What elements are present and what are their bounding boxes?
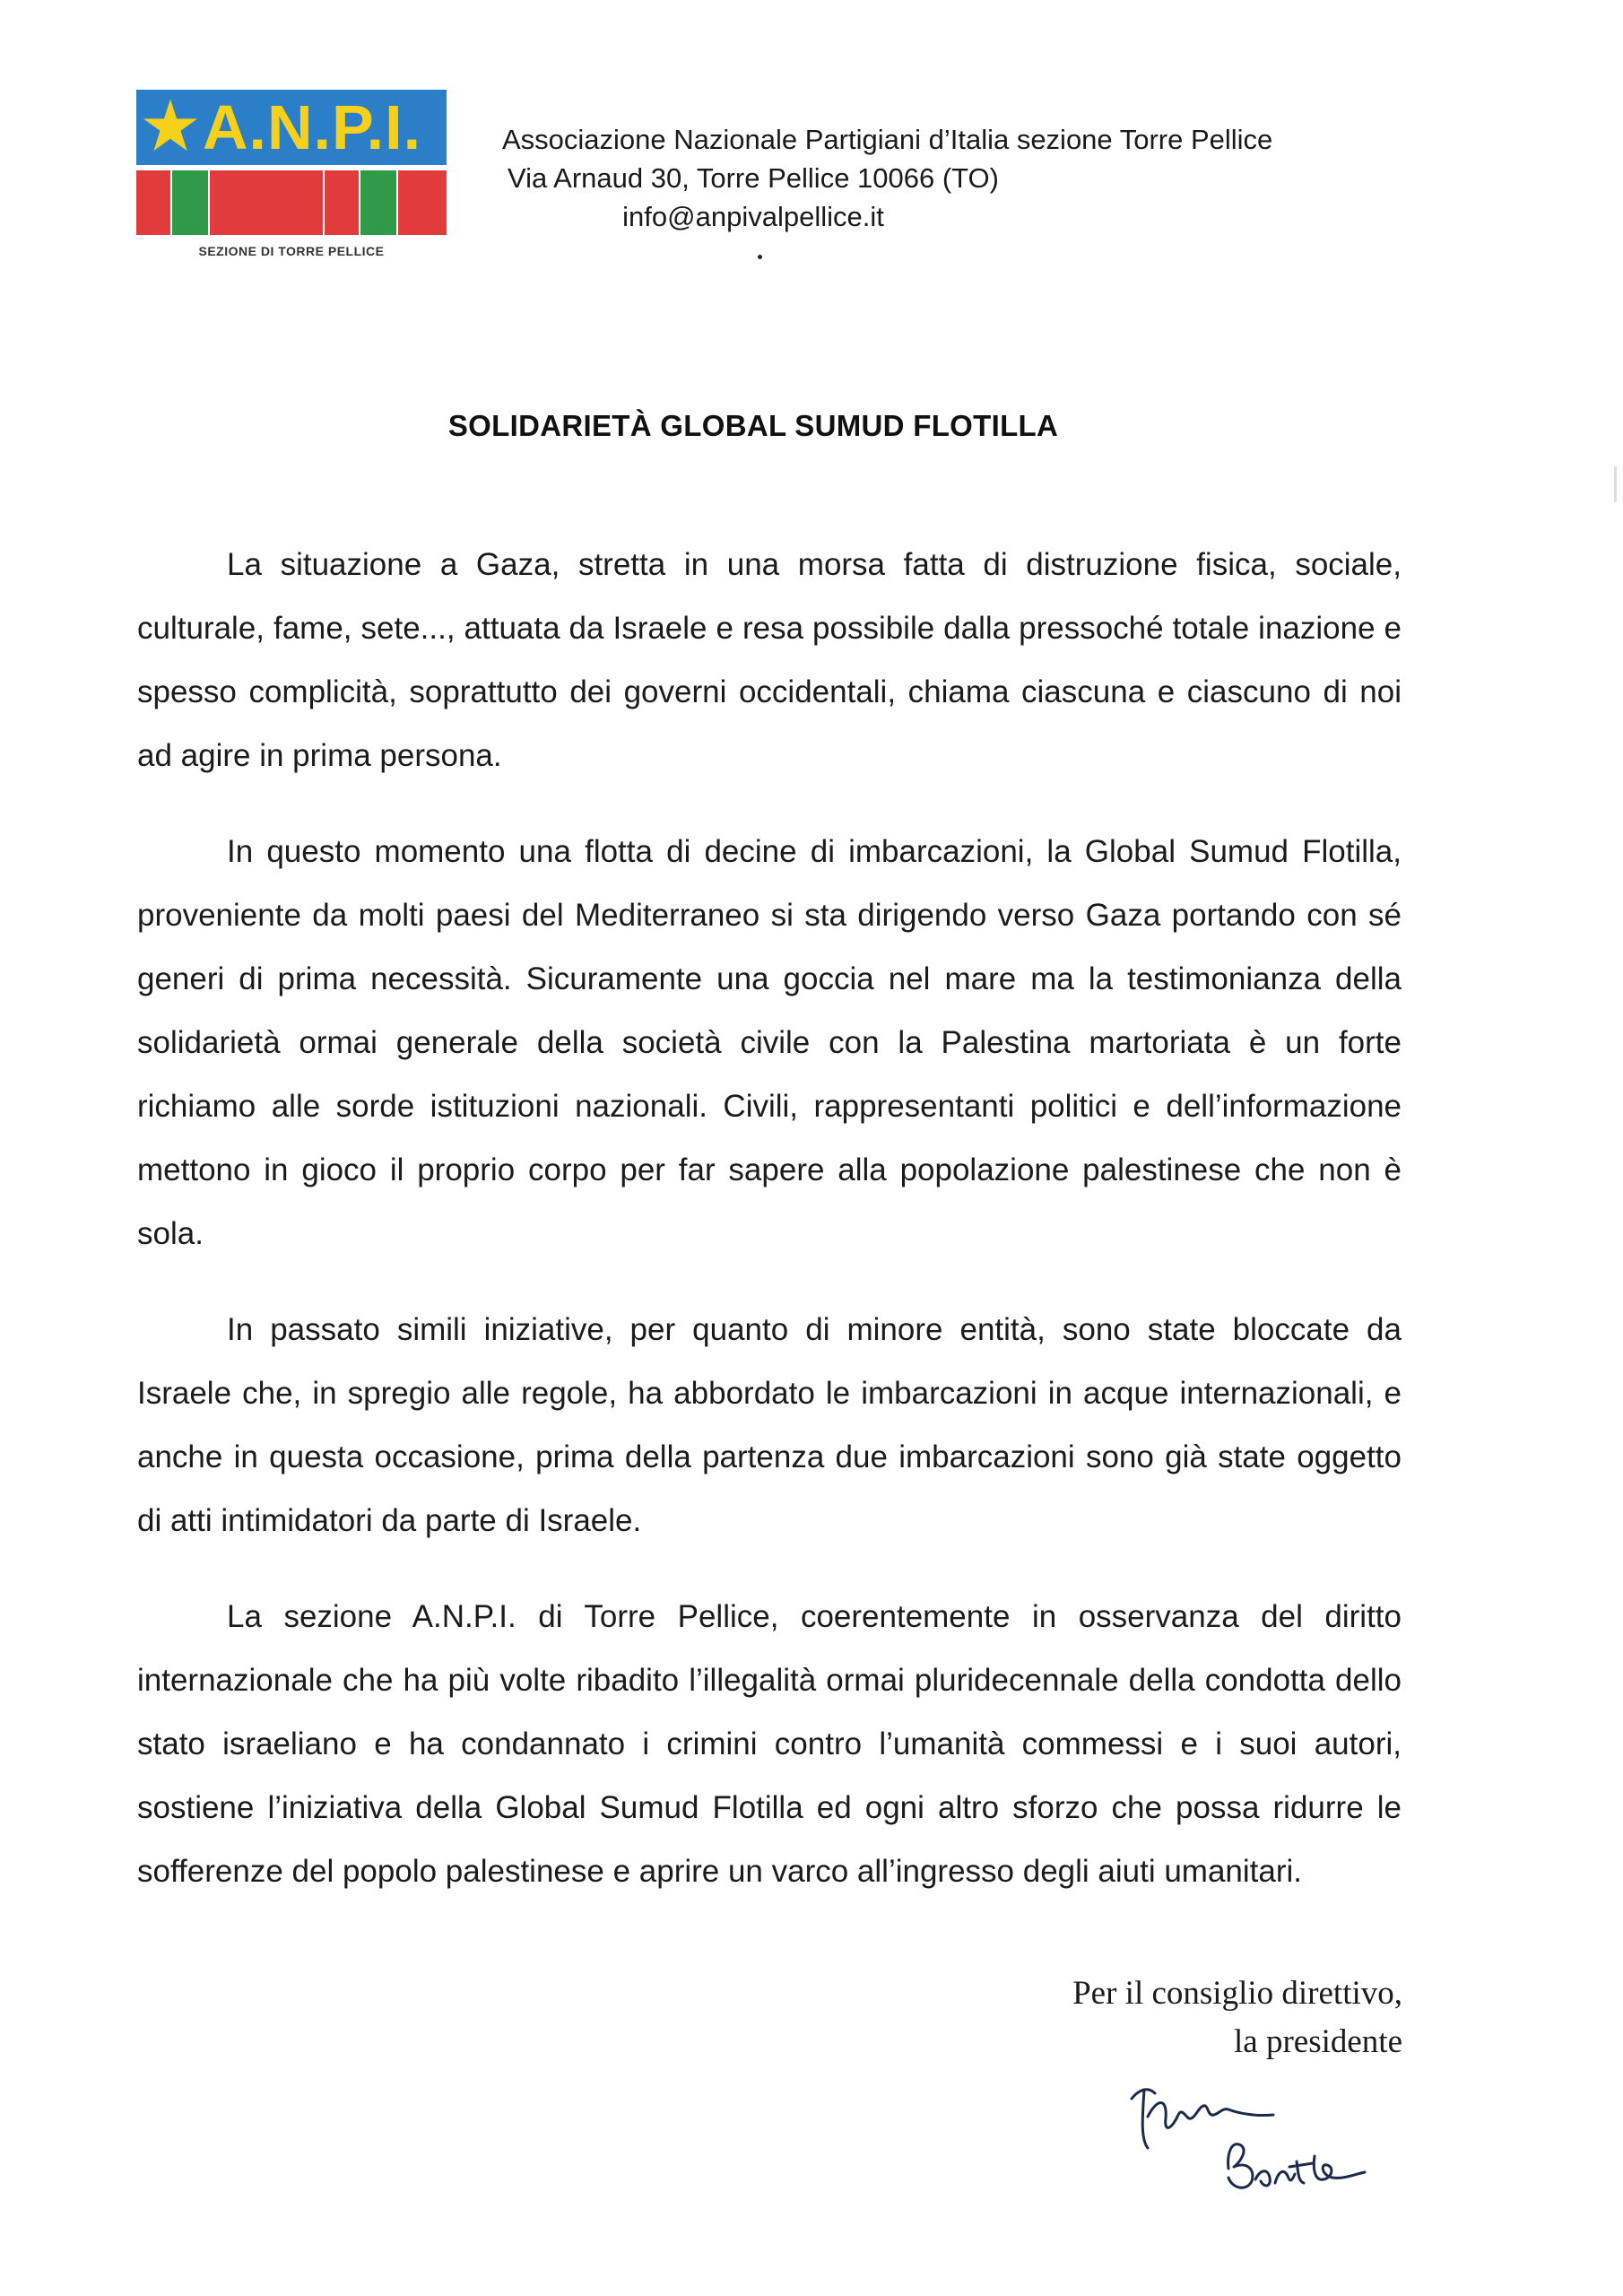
association-address: Via Arnaud 30, Torre Pellice 10066 (TO) — [508, 162, 999, 194]
closing-block — [1072, 1970, 1402, 2066]
paragraph-3: In passato simili iniziative, per quanto di minore entità, sono state bloccate da Israele che, in spregio alle regole, ha abbordato le imbarcazioni in acque internazionali, e anche in questa occasione, prima della partenza due imbarcazioni sono già state oggetto di atti intimidatori da parte di Israele. — [137, 1312, 1402, 1538]
logo-flag-stripes — [136, 165, 447, 235]
paragraph-2: In questo momento una flotta di decine di imbarcazioni, la Global Sumud Flotilla, proveniente da molti paesi del Mediterraneo si sta dirigendo verso Gaza portando con sé generi di prima necessità. Sicuramente una goccia nel mare ma la testimonianza della solidarietà ormai generale della società civile con la Palestina martoriata è un forte richiamo alle sorde istituzioni nazionali. Civili, rappresentanti politici e dell’informazione mettono in gioco il proprio corpo per far sapere alla popolazione palestinese che non è sola. — [137, 834, 1402, 1251]
star-icon — [142, 97, 199, 154]
association-name: Associazione Nazionale Partigiani d’Italia sezione Torre Pellice — [502, 124, 1273, 155]
paragraph-4: La sezione A.N.P.I. di Torre Pellice, coerentemente in osservanza del diritto internazionale che ha più volte ribadito l’illegalità ormai pluridecennale della condotta dello stato israeliano e ha condannato i crimini contro l’umanità commessi e i suoi autori, sostiene l’iniziativa della Global Sumud Flotilla ed ogni altro sforzo che possa ridurre le sofferenze del popolo palestinese e aprire un varco all’ingresso degli aiuti umanitari. — [137, 1599, 1402, 1889]
signature-icon — [1121, 2063, 1417, 2206]
association-email: info@anpivalpellice.it — [622, 201, 884, 232]
document-title: SOLIDARIETÀ GLOBAL SUMUD FLOTILLA — [447, 409, 1059, 442]
logo-subtitle: SEZIONE DI TORRE PELLICE — [198, 244, 385, 258]
logo-text: A.N.P.I. — [203, 92, 422, 162]
stray-dot — [758, 255, 762, 259]
scan-edge-mark — [1614, 466, 1617, 502]
paragraph-1: La situazione a Gaza, stretta in una morsa fatta di distruzione fisica, sociale, culturale, fame, sete..., attuata da Israele e resa possibile dalla pressoché totale inazione e spesso complicità, soprattutto dei governi occidentali, chiama ciascuna e ciascuno di noi ad agire in prima persona. — [137, 547, 1402, 773]
association-header — [502, 120, 1273, 236]
letter-body — [137, 533, 1402, 1935]
closing-line-1: Per il consiglio direttivo, — [1072, 1975, 1402, 2012]
anpi-logo — [136, 90, 447, 262]
closing-line-2: la presidente — [1234, 2023, 1402, 2060]
logo-banner — [136, 90, 447, 165]
